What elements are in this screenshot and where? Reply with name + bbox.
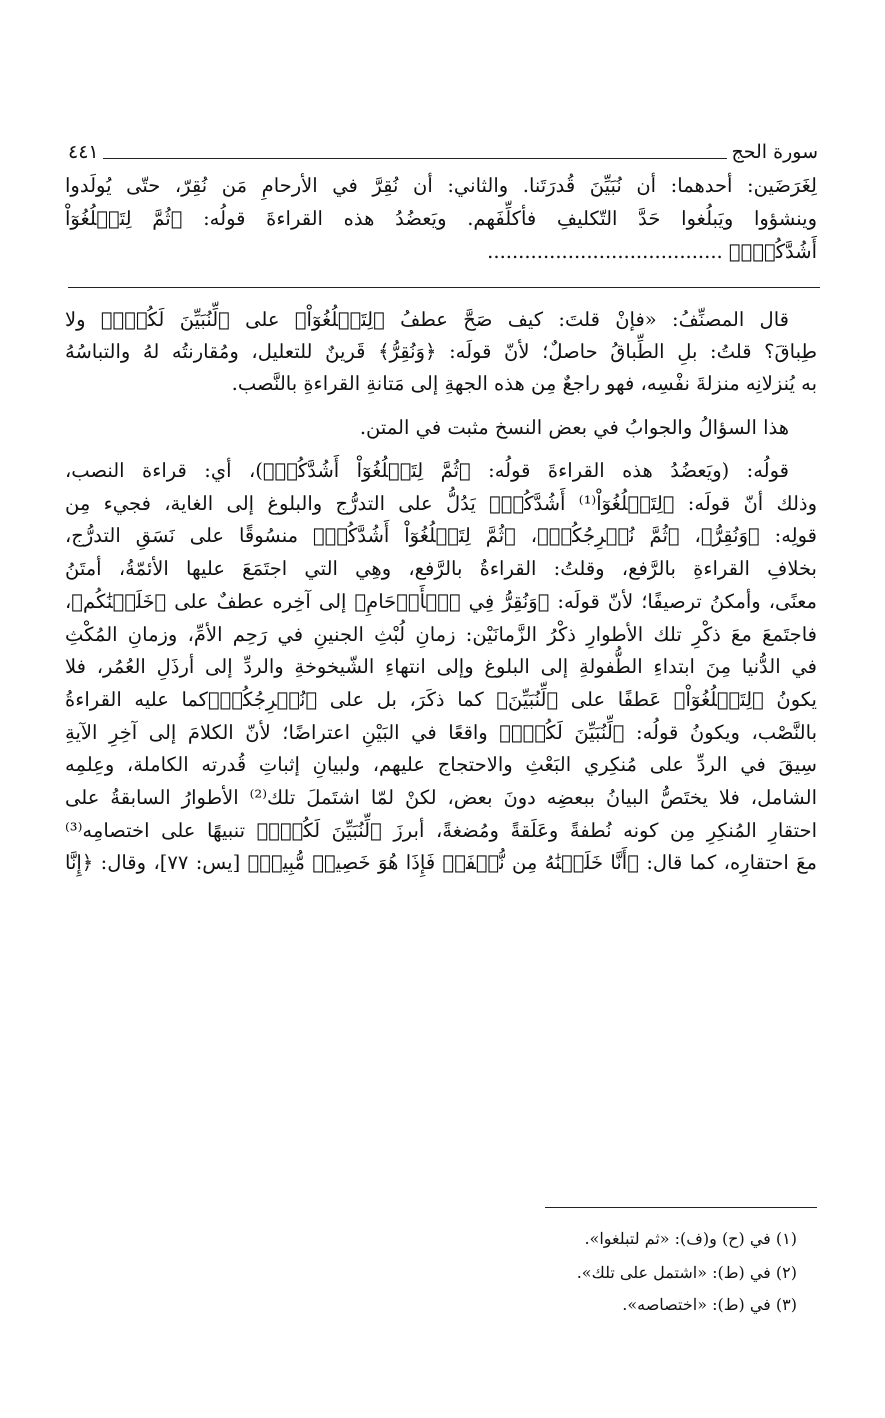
text-line: قال المصنِّفُ: «فإنْ قلتَ: كيف صَحَّ عطفُ ﴿لِتَبۡلُغُوٓاْ﴾ على ﴿لِّنُبَيِّنَ لَكُمۡۚ﴾ ولا <box>65 308 789 331</box>
text-line: وذلك أنّ قولَه: ﴿لِتَبۡلُغُوٓاْ⁽¹⁾ أَشُدَّكُمۡ﴾ يَدُلُّ على التدرُّج والبلوغ إلى الغاية، فجيء مِن <box>65 491 817 515</box>
running-header <box>68 138 818 166</box>
text-line: به يُنزلانِه منزلةَ نفْسِه، فهو راجعٌ مِن هذه الجهةِ إلى مَتانةِ القراءةِ بالنَّصب. <box>231 372 817 395</box>
footnote: (١) في (ح) و(ف): «ثم لتبلغوا». <box>584 1229 797 1248</box>
header-rule <box>103 146 728 159</box>
text-line: بالنَّصْب، ويكونُ قولُه: ﴿لِّنُبَيِّنَ لَكُمۡۚ﴾ واقعًا في البَيْنِ اعتراضًا؛ لأنّ الكلامَ إلى آخِرِ الآيةِ <box>65 720 817 744</box>
text-line: بخلافِ القراءةِ بالرَّفع، وقلتُ: القراءةُ بالرَّفع، وهِي التي اجتَمَعَ عليها الأئمّةُ، أمتَنُ <box>65 557 817 581</box>
text-line: معنًى، وأمكنُ ترصيفًا؛ لأنّ قولَه: ﴿وَنُقِرُّ فِي ٱلۡأَرۡحَامِ﴾ إلى آخِره عطفٌ على ﴿خَلَقۡنَٰكُم﴾، <box>65 589 817 613</box>
text-line: فاجتَمعَ معَ ذكْرِ تلك الأطوارِ ذكْرُ الزَّمانَيْن: زمانِ لُبْثِ الجنينِ في رَحِم الأمِّ، وزمانِ المُكْثِ <box>65 622 817 646</box>
text-line: احتقارِ المُنكِرِ مِن كونه نُطفةً وعَلَقةً ومُضغةً، أبرزَ ﴿لِّنُبَيِّنَ لَكُمۡۚ﴾ تنبيهًا على اختصامِه⁽³⁾ <box>65 818 817 842</box>
text-line: قولُه: (ويَعضُدُ هذه القراءةَ قولُه: ﴿ثُمَّ لِتَبۡلُغُوٓاْ أَشُدَّكُمۡ﴾)، أي: قراءة النصب، <box>65 459 789 482</box>
text-line: أَشُدَّكُمۡۖ﴾ ...................................... <box>487 240 817 263</box>
text-line: لِغَرَضَين: أحدهما: أن نُبَيِّنَ قُدرَتَنا. والثاني: أن نُقِرَّ في الأرحامِ مَن نُقِرّ، حتّى يُولَدوا <box>65 174 817 197</box>
text-line: وينشؤوا ويَبلُغوا حَدَّ التّكليفِ فأكلِّفَهم. ويَعضُدُ هذه القراءةَ قولُه: ﴿ثُمَّ لِتَبۡلُغُوٓاْ <box>65 207 817 230</box>
text-line: معَ احتقارِه، كما قال: ﴿أَنَّا خَلَقۡنَٰهُ مِن نُّطۡفَةٖ فَإِذَا هُوَ خَصِيمٞ مُّبِينٞ﴾ [يس: ٧٧]، وقال: ﴿إِنَّا <box>65 851 817 875</box>
footnote: (٣) في (ط): «اختصاصه». <box>622 1295 797 1314</box>
text-line: في الدُّنيا مِنَ ابتداءِ الطُّفولةِ إلى البلوغ وإلى انتهاءِ الشّيخوخةِ والردِّ إلى أرذَلِ العُمُر، فلا <box>65 655 817 679</box>
text-line: طِباقَ؟ قلتُ: بلِ الطِّباقُ حاصلٌ؛ لأنّ قولَه: ﴿وَنُقِرُّ﴾ قَرينٌ للتعليل، ومُقارنتُه لهُ والتباسُهُ <box>65 340 817 363</box>
page-number: ٤٤١ <box>68 141 99 163</box>
text-line: سِيقَ في الردِّ على مُنكِري البَعْثِ والاحتجاج عليهم، ولبيانِ إثباتِ قُدرته الكاملة، وعِلمِه <box>65 753 817 777</box>
text-line: قولِه: ﴿وَنُقِرُّ﴾، ﴿ثُمَّ نُخۡرِجُكُمۡ﴾، ﴿ثُمَّ لِتَبۡلُغُوٓاْ أَشُدَّكُمۡ﴾ منسُوقًا على نَسَقِ التدرُّج، <box>65 524 817 548</box>
text-line: الشامل، فلا يختَصُّ البيانُ ببعضِه دونَ بعض، لكنْ لمّا اشتَملَ تلك⁽²⁾ الأطوارُ السابقةُ على <box>65 786 817 809</box>
text-line: يكونُ ﴿لِتَبۡلُغُوٓاْ﴾ عَطفًا على ﴿لِّنُبَيِّنَ﴾ كما ذكَرَ، بل على ﴿نُخۡرِجُكُمۡ﴾كما عليه القراءةُ <box>65 687 817 711</box>
footnote: (٢) في (ط): «اشتمل على تلك». <box>576 1263 797 1282</box>
text-line: هذا السؤالُ والجوابُ في بعض النسخ مثبت في المتن. <box>359 416 789 439</box>
section-divider <box>68 287 820 288</box>
surah-title: سورة الحج <box>731 141 818 163</box>
footnote-rule <box>545 1207 817 1208</box>
